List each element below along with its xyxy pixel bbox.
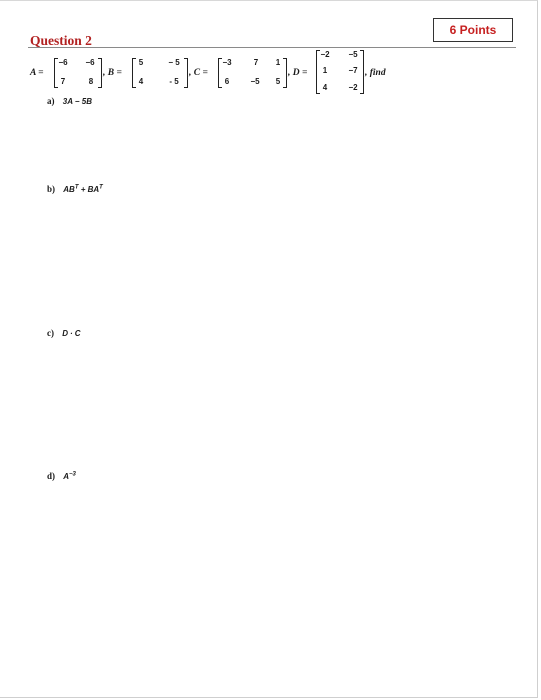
matrix-a-label: A = — [30, 68, 44, 78]
matrix-c-cell: −5 — [250, 77, 260, 86]
matrix-c-label: , C = — [189, 68, 208, 78]
part-b-term-2: + BA — [78, 185, 100, 194]
matrix-b-label: , B = — [103, 68, 122, 78]
matrix-a-cell: −6 — [58, 58, 68, 67]
matrix-b-cell: 5 — [138, 58, 144, 67]
part-d-expression — [63, 472, 76, 481]
part-b — [47, 184, 103, 194]
title-divider — [28, 47, 516, 48]
matrix-d-cell: −5 — [348, 50, 358, 59]
part-b-term-1: AB — [63, 185, 75, 194]
matrix-c-cell: −3 — [222, 58, 232, 67]
matrix-d-cell: −7 — [348, 66, 358, 75]
part-b-letter: b) — [47, 184, 56, 194]
part-d-letter: d) — [47, 471, 56, 481]
matrix-a-cell: 7 — [60, 77, 66, 86]
matrix-d-cell: 1 — [322, 66, 328, 75]
matrix-d-cell: −2 — [348, 83, 358, 92]
matrix-b-cell: 4 — [138, 77, 144, 86]
part-a-expression: 3A − 5B — [62, 97, 93, 106]
matrix-d-cell: −2 — [320, 50, 330, 59]
matrix-c-cell: 6 — [224, 77, 230, 86]
part-d-term: A — [63, 472, 70, 481]
points-badge: 6 Points — [433, 18, 513, 42]
part-b-sup-1: T — [74, 184, 79, 191]
matrix-c-cell: 1 — [275, 58, 281, 67]
matrix-definitions — [28, 52, 508, 98]
matrix-c-right-bracket — [283, 58, 287, 88]
matrix-a-cell: −6 — [85, 58, 95, 67]
part-b-sup-2: T — [99, 184, 103, 191]
matrix-b-cell: − 5 — [168, 58, 180, 67]
part-d-sup: −3 — [69, 471, 76, 478]
part-d — [47, 471, 76, 481]
matrix-a-cell: 8 — [88, 77, 94, 86]
matrix-b-cell: - 5 — [169, 77, 179, 86]
part-b-expression — [63, 185, 103, 194]
matrix-b-right-bracket — [184, 58, 188, 88]
part-c-expression: D ∙ C — [62, 329, 81, 338]
matrix-d-right-bracket — [360, 50, 364, 94]
part-c-letter: c) — [47, 328, 54, 338]
find-label: , find — [365, 68, 386, 78]
matrix-d-label: , D = — [288, 68, 308, 78]
part-c — [47, 328, 80, 338]
part-a-letter: a) — [47, 96, 55, 106]
matrix-d-cell: 4 — [322, 83, 328, 92]
matrix-a-right-bracket — [98, 58, 102, 88]
part-a — [47, 96, 92, 106]
question-title: Question 2 — [30, 33, 92, 48]
matrix-c-cell: 5 — [275, 77, 281, 86]
matrix-c-cell: 7 — [253, 58, 259, 67]
